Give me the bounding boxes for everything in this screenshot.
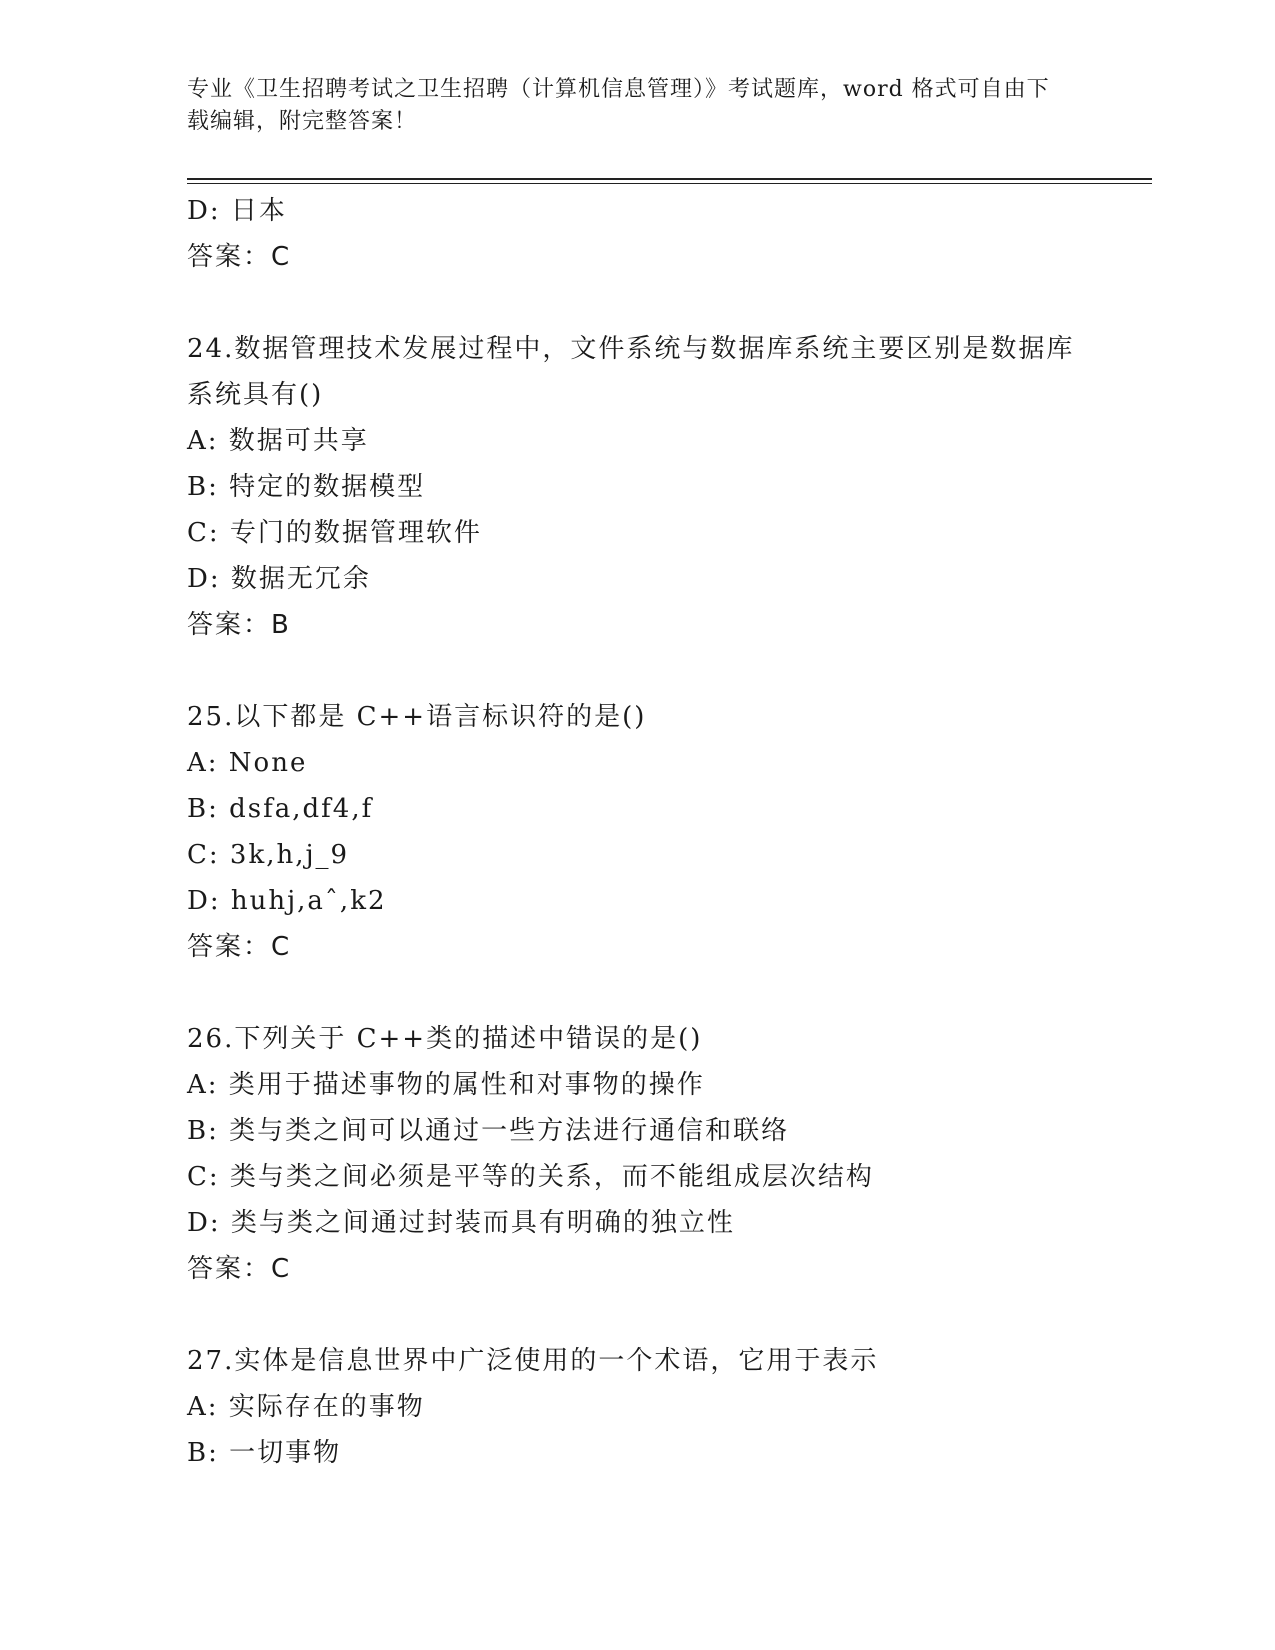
question-stem: 27.实体是信息世界中广泛使用的一个术语，它用于表示 (187, 1346, 879, 1376)
option-a: A: 类用于描述事物的属性和对事物的操作 (187, 1070, 705, 1100)
question-27 (187, 1338, 1107, 1476)
option-c: C: 专门的数据管理软件 (187, 518, 482, 548)
question-24 (187, 326, 1107, 648)
question-stem: 25.以下都是 C++语言标识符的是() (187, 702, 647, 732)
header-divider-thin (187, 183, 1152, 184)
option-b: B: 一切事物 (187, 1438, 342, 1468)
spacer (187, 1292, 1107, 1338)
option-b: B: dsfa,df4,f (187, 794, 374, 824)
option-d: D: 日本 (187, 196, 287, 226)
option-d: D: huhj,aˆ,k2 (187, 886, 387, 916)
previous-question-tail (187, 188, 1107, 280)
question-26 (187, 1016, 1107, 1292)
option-d: D: 数据无冗余 (187, 564, 371, 594)
answer-line: 答案：C (187, 242, 292, 272)
question-stem: 24.数据管理技术发展过程中，文件系统与数据库系统主要区别是数据库系统具有() (187, 334, 1075, 410)
spacer (187, 970, 1107, 1016)
question-25 (187, 694, 1107, 970)
option-b: B: 类与类之间可以通过一些方法进行通信和联络 (187, 1116, 790, 1146)
option-a: A: 数据可共享 (187, 426, 369, 456)
answer-line: 答案：C (187, 1254, 292, 1284)
spacer (187, 648, 1107, 694)
question-stem: 26.下列关于 C++类的描述中错误的是() (187, 1024, 703, 1054)
document-header: 专业《卫生招聘考试之卫生招聘（计算机信息管理）》考试题库，word 格式可自由下载编辑，附完整答案！ (187, 77, 1050, 134)
option-a: A: 实际存在的事物 (187, 1392, 425, 1422)
option-c: C: 类与类之间必须是平等的关系，而不能组成层次结构 (187, 1162, 874, 1192)
option-a: A: None (187, 748, 308, 778)
answer-line: 答案：C (187, 932, 292, 962)
option-d: D: 类与类之间通过封装而具有明确的独立性 (187, 1208, 735, 1238)
option-b: B: 特定的数据模型 (187, 472, 426, 502)
header-divider (187, 178, 1152, 180)
question-list (187, 188, 1107, 1476)
answer-line: 答案：B (187, 610, 291, 640)
option-c: C: 3k,h,j_9 (187, 840, 350, 870)
spacer (187, 280, 1107, 326)
